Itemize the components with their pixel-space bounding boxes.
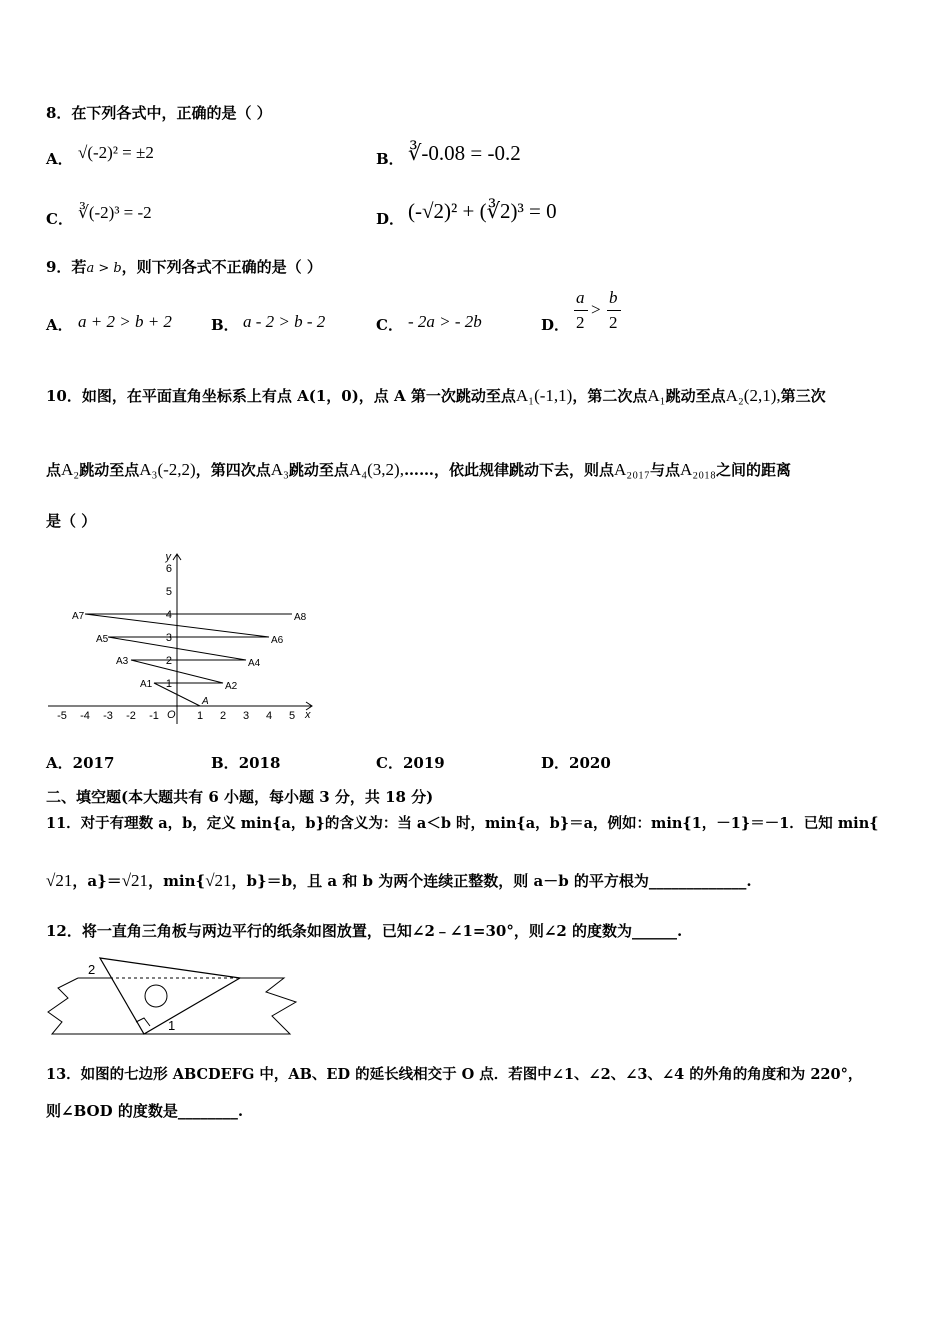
q10-line2-b: 跳动至点 <box>79 461 140 479</box>
q10-point-a3-ref: A₃ <box>270 460 289 479</box>
q8-option-b-label: B． <box>376 150 404 168</box>
graph-x-tick: -4 <box>80 710 90 722</box>
graph-x-tick: -5 <box>57 710 67 722</box>
q10-line2-a: 点 <box>46 461 62 479</box>
q10-option-c-label: C． <box>376 754 403 772</box>
q10-line2-g: 之间的距离 <box>715 461 791 479</box>
q8-option-d-label: D． <box>376 210 405 228</box>
q10-coordinate-graph <box>44 548 320 728</box>
q9-d-num-a: a <box>576 288 585 307</box>
q11-line1: 11．对于有理数 a，b，定义 min{a，b}的含义为：当 a＜b 时，min{a，b}＝a，例如：min{1，－1}＝－1．已知 min{ <box>46 815 879 832</box>
q11-sqrt21-b: √21 <box>121 871 149 890</box>
graph-x-tick: -2 <box>126 710 136 722</box>
q9-option-c-expr: - 2a > - 2b <box>408 312 482 331</box>
q10-point-a4: A₄(3,2), <box>348 460 404 479</box>
graph-y-tick: 4 <box>165 609 172 621</box>
q11-sqrt21-c: √21 <box>205 871 232 890</box>
q9-condition: a > b <box>86 261 122 276</box>
q9-option-a-expr: a + 2 > b + 2 <box>78 312 172 331</box>
graph-x-tick: 1 <box>196 710 204 722</box>
q11-line2 <box>46 870 752 891</box>
q8-stem: 8．在下列各式中，正确的是（ ） <box>46 104 272 122</box>
q11-line2-b: ，a}＝ <box>72 872 122 890</box>
q9-d-fraction-bar-a <box>574 310 588 311</box>
graph-x-tick: 5 <box>288 710 296 722</box>
graph-point-label: A7 <box>72 611 85 622</box>
graph-point-label: A3 <box>116 656 129 667</box>
q11-line2-f: ，b}＝b，且 a 和 b 为两个连续正整数，则 a－b 的平方根为_____________. <box>231 872 752 890</box>
q10-option-d-value: 2020 <box>569 754 611 772</box>
q10-line3: 是（ ） <box>46 512 97 530</box>
q10-line2-f: 与点 <box>649 461 680 479</box>
graph-y-tick: 6 <box>165 563 172 575</box>
q10-option-b <box>211 752 280 773</box>
graph-x-label: x <box>305 709 311 721</box>
q10-point-a2017: A₂₀₁₇ <box>613 460 650 479</box>
q10-option-c <box>376 752 445 773</box>
q12-angle-1-label: 1 <box>168 1018 176 1033</box>
q13-line1: 13．如图的七边形 ABCDEFG 中，AB、ED 的延长线相交于 O 点．若图中∠1、∠2、∠3、∠4 的外角的角度和为 220°， <box>46 1066 863 1083</box>
q8-option-c-expr: ∛(-2)³ = -2 <box>78 203 152 222</box>
graph-point-label: A2 <box>225 681 238 692</box>
graph-y-tick: 3 <box>165 632 172 644</box>
q9-option-d-expr <box>574 288 624 336</box>
graph-x-tick: 4 <box>265 710 273 722</box>
q10-option-a-value: 2017 <box>72 754 115 772</box>
q9-stem-suffix: ，则下列各式不正确的是（ ） <box>121 258 322 276</box>
q10-point-a2018: A₂₀₁₈ <box>679 460 716 479</box>
q12-angle-2-label: 2 <box>88 962 96 977</box>
q12-figure <box>44 954 306 1042</box>
graph-point-label: A6 <box>271 635 284 646</box>
q10-option-b-value: 2018 <box>238 754 281 772</box>
graph-y-tick: 1 <box>165 678 172 690</box>
q9-stem <box>46 256 322 277</box>
q9-d-den-a: 2 <box>576 313 585 332</box>
q10-point-a3: A₃(-2,2) <box>139 460 196 479</box>
graph-point-label: A1 <box>140 679 153 690</box>
graph-y-label: y <box>165 551 171 563</box>
q9-option-d-label: D． <box>541 316 570 334</box>
q10-line1-c: 跳动至点 <box>665 387 726 405</box>
q10-line1-b: ，第二次点 <box>572 387 648 405</box>
q10-line1 <box>46 385 826 406</box>
q8-option-a-label: A． <box>46 150 73 168</box>
q10-point-a1-ref: A₁ <box>647 386 666 405</box>
graph-y-tick: 5 <box>165 586 172 598</box>
q13-line2: 则∠BOD 的度数是________. <box>46 1102 244 1120</box>
q9-option-c-label: C． <box>376 316 403 334</box>
graph-y-tick: 2 <box>165 655 172 667</box>
q10-line2 <box>46 459 791 480</box>
q10-line2-d: 跳动至点 <box>288 461 349 479</box>
graph-point-label: A5 <box>96 634 109 645</box>
q9-option-b-expr: a - 2 > b - 2 <box>243 312 326 331</box>
graph-point-label: A4 <box>248 658 261 669</box>
graph-x-tick: -3 <box>103 710 113 722</box>
graph-x-tick: -1 <box>149 710 159 722</box>
q10-option-a <box>46 752 114 773</box>
q9-option-b-label: B． <box>211 316 239 334</box>
q10-line2-c: ，第四次点 <box>195 461 271 479</box>
q9-stem-prefix: 9．若 <box>46 258 87 276</box>
graph-x-tick: 3 <box>242 710 250 722</box>
q11-sqrt21-a: √21 <box>46 871 73 890</box>
q8-option-d-expr: (-√2)² + (∛2)³ = 0 <box>408 199 557 223</box>
q9-d-den-b: 2 <box>609 313 618 332</box>
q11-line2-d: ，min{ <box>148 872 206 890</box>
q10-option-a-label: A． <box>46 754 73 772</box>
q8-option-a-expr: √(-2)² = ±2 <box>78 143 154 162</box>
graph-x-tick: 2 <box>219 710 227 722</box>
q10-option-c-value: 2019 <box>402 754 445 772</box>
q8-option-b-expr: ∛-0.08 = -0.2 <box>408 141 521 165</box>
q9-d-num-b: b <box>609 288 618 307</box>
q9-option-a-label: A． <box>46 316 73 334</box>
q9-d-fraction-bar-b <box>607 310 621 311</box>
q9-d-op: > <box>591 300 601 319</box>
q10-point-a2-ref: A₂ <box>61 460 80 479</box>
q10-option-b-label: B． <box>211 754 239 772</box>
graph-point-a-label: A <box>202 696 209 707</box>
q8-option-c-label: C． <box>46 210 73 228</box>
q10-option-d-label: D． <box>541 754 570 772</box>
graph-origin-label: O <box>167 709 176 721</box>
q10-line1-d: 第三次 <box>780 387 826 405</box>
q10-line1-a: 10．如图，在平面直角坐标系上有点 A(1，0)，点 A 第一次跳动至点 <box>46 387 516 405</box>
q10-point-a1: A₁(-1,1) <box>515 386 573 405</box>
q10-point-a2: A₂(2,1), <box>725 386 781 405</box>
q10-line2-e: ……，依此规律跳动下去，则点 <box>403 461 614 479</box>
q10-option-d <box>541 752 611 773</box>
q12-stem: 12．将一直角三角板与两边平行的纸条如图放置，已知∠2﹣∠1=30°，则∠2 的度数为______. <box>46 922 683 940</box>
section2-title: 二、填空题(本大题共有 6 小题，每小题 3 分，共 18 分) <box>46 788 434 806</box>
graph-point-label: A8 <box>294 612 307 623</box>
